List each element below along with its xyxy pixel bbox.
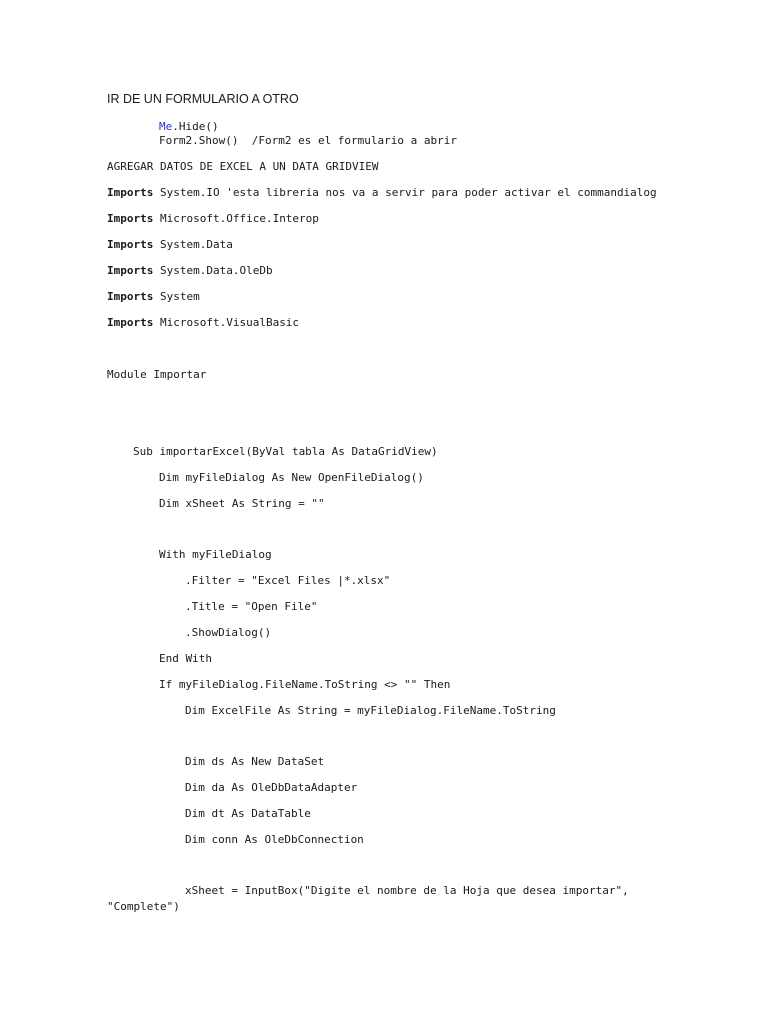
import-namespace: System.Data.OleDb (153, 264, 273, 277)
code-line: .Filter = "Excel Files |*.xlsx" (185, 574, 391, 587)
import-line (107, 290, 200, 304)
import-namespace: System (153, 290, 200, 303)
import-line (107, 238, 233, 252)
import-namespace: System.Data (153, 238, 233, 251)
import-namespace: Microsoft.Office.Interop (153, 212, 319, 225)
page-title: IR DE UN FORMULARIO A OTRO (107, 92, 299, 106)
import-line (107, 316, 299, 330)
me-keyword: Me (159, 120, 173, 133)
code-line: End With (159, 652, 212, 665)
code-line: Dim ds As New DataSet (185, 755, 325, 768)
import-line (107, 212, 319, 226)
code-line: "Complete") (107, 900, 180, 913)
code-line: Dim myFileDialog As New OpenFileDialog() (159, 471, 424, 484)
code-line: Sub importarExcel(ByVal tabla As DataGridView) (133, 445, 438, 458)
imports-keyword: Imports (107, 212, 154, 225)
hide-line (159, 120, 219, 134)
code-line: .Title = "Open File" (185, 600, 318, 613)
import-namespace: Microsoft.VisualBasic (153, 316, 300, 329)
imports-keyword: Imports (107, 238, 154, 251)
code-line: Dim da As OleDbDataAdapter (185, 781, 358, 794)
code-line: Dim ExcelFile As String = myFileDialog.FileName.ToString (185, 704, 556, 717)
show-line: Form2.Show() /Form2 es el formulario a abrir (159, 134, 458, 147)
imports-keyword: Imports (107, 316, 154, 329)
code-line: Dim conn As OleDbConnection (185, 833, 364, 846)
imports-keyword: Imports (107, 290, 154, 303)
code-line: .ShowDialog() (185, 626, 272, 639)
import-line (107, 264, 273, 278)
code-line: With myFileDialog (159, 548, 272, 561)
hide-call: .Hide() (172, 120, 219, 133)
import-namespace: System.IO 'esta libreria nos va a servir para poder activar el commandialog (153, 186, 657, 199)
code-line: Dim dt As DataTable (185, 807, 311, 820)
code-line: Dim xSheet As String = "" (159, 497, 325, 510)
module-line: Module Importar (107, 368, 207, 381)
imports-keyword: Imports (107, 264, 154, 277)
code-line: xSheet = InputBox("Digite el nombre de la Hoja que desea importar", (185, 884, 629, 897)
section-heading: AGREGAR DATOS DE EXCEL A UN DATA GRIDVIEW (107, 160, 379, 173)
code-line: If myFileDialog.FileName.ToString <> "" Then (159, 678, 451, 691)
import-line (107, 186, 657, 200)
imports-keyword: Imports (107, 186, 154, 199)
